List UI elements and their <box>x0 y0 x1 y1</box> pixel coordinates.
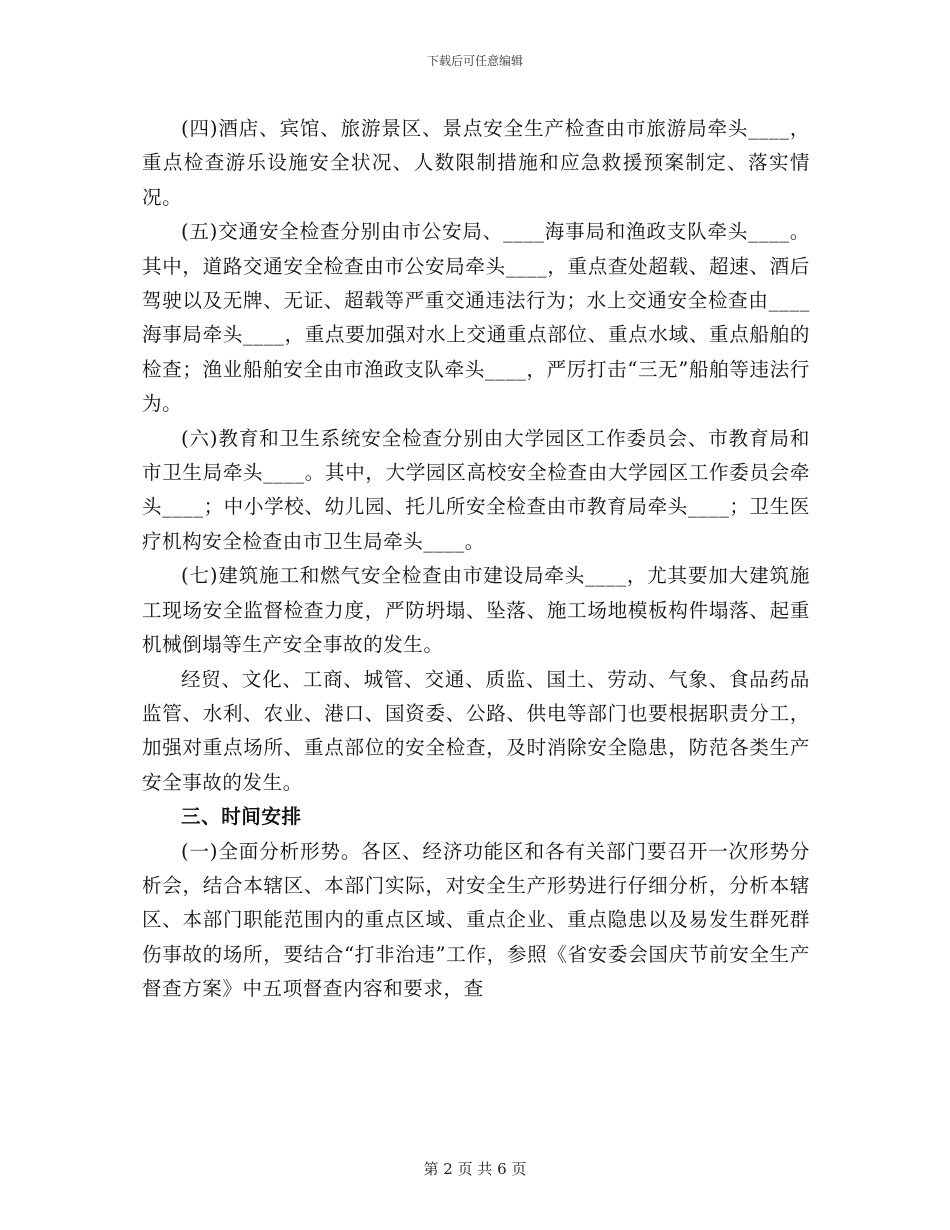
paragraph-traffic-safety: (五)交通安全检查分别由市公安局、____海事局和渔政支队牵头____。其中，道路交通安全检查由市公安局牵头____，重点查处超载、超速、酒后驾驶以及无牌、无证、超载等严重交通违法行为；水上交通安全检查由____海事局牵头____，重点要加强对水上交通重点部位、重点水域、重点船舶的检查；渔业船舶安全由市渔政支队牵头____，严厉打击“三无”船舶等违法行为。 <box>142 220 810 416</box>
page-footer: 第 2 页 共 6 页 <box>423 1160 527 1178</box>
document-body <box>142 112 810 1007</box>
paragraph-construction-gas: (七)建筑施工和燃气安全检查由市建设局牵头____，尤其要加大建筑施工现场安全监督检查力度，严防坍塌、坠落、施工场地模板构件塌落、起重机械倒塌等生产安全事故的发生。 <box>142 564 810 657</box>
paragraph-analysis: (一)全面分析形势。各区、经济功能区和各有关部门要召开一次形势分析会，结合本辖区、本部门实际，对安全生产形势进行仔细分析，分析本辖区、本部门职能范围内的重点区域、重点企业、重点隐患以及易发生群死群伤事故的场所，要结合“打非治违”工作，参照《省安委会国庆节前安全生产督查方案》中五项督查内容和要求，查 <box>142 839 810 1001</box>
paragraph-other-departments: 经贸、文化、工商、城管、交通、质监、国土、劳动、气象、食品药品监管、水利、农业、港口、国资委、公路、供电等部门也要根据职责分工，加强对重点场所、重点部位的安全检查，及时消除安全隐患，防范各类生产安全事故的发生。 <box>142 667 810 794</box>
paragraph-education-health: (六)教育和卫生系统安全检查分别由大学园区工作委员会、市教育局和市卫生局牵头____。其中，大学园区高校安全检查由大学园区工作委员会牵头____；中小学校、幼儿园、托儿所安全检查由市教育局牵头____；卫生医疗机构安全检查由市卫生局牵头____。 <box>142 426 810 553</box>
paragraph-hotels-tourism: (四)酒店、宾馆、旅游景区、景点安全生产检查由市旅游局牵头____，重点检查游乐设施安全状况、人数限制措施和应急救援预案制定、落实情况。 <box>142 117 810 209</box>
page-header: 下载后可任意编辑 <box>426 54 523 68</box>
section-heading-schedule: 三、时间安排 <box>181 805 302 829</box>
